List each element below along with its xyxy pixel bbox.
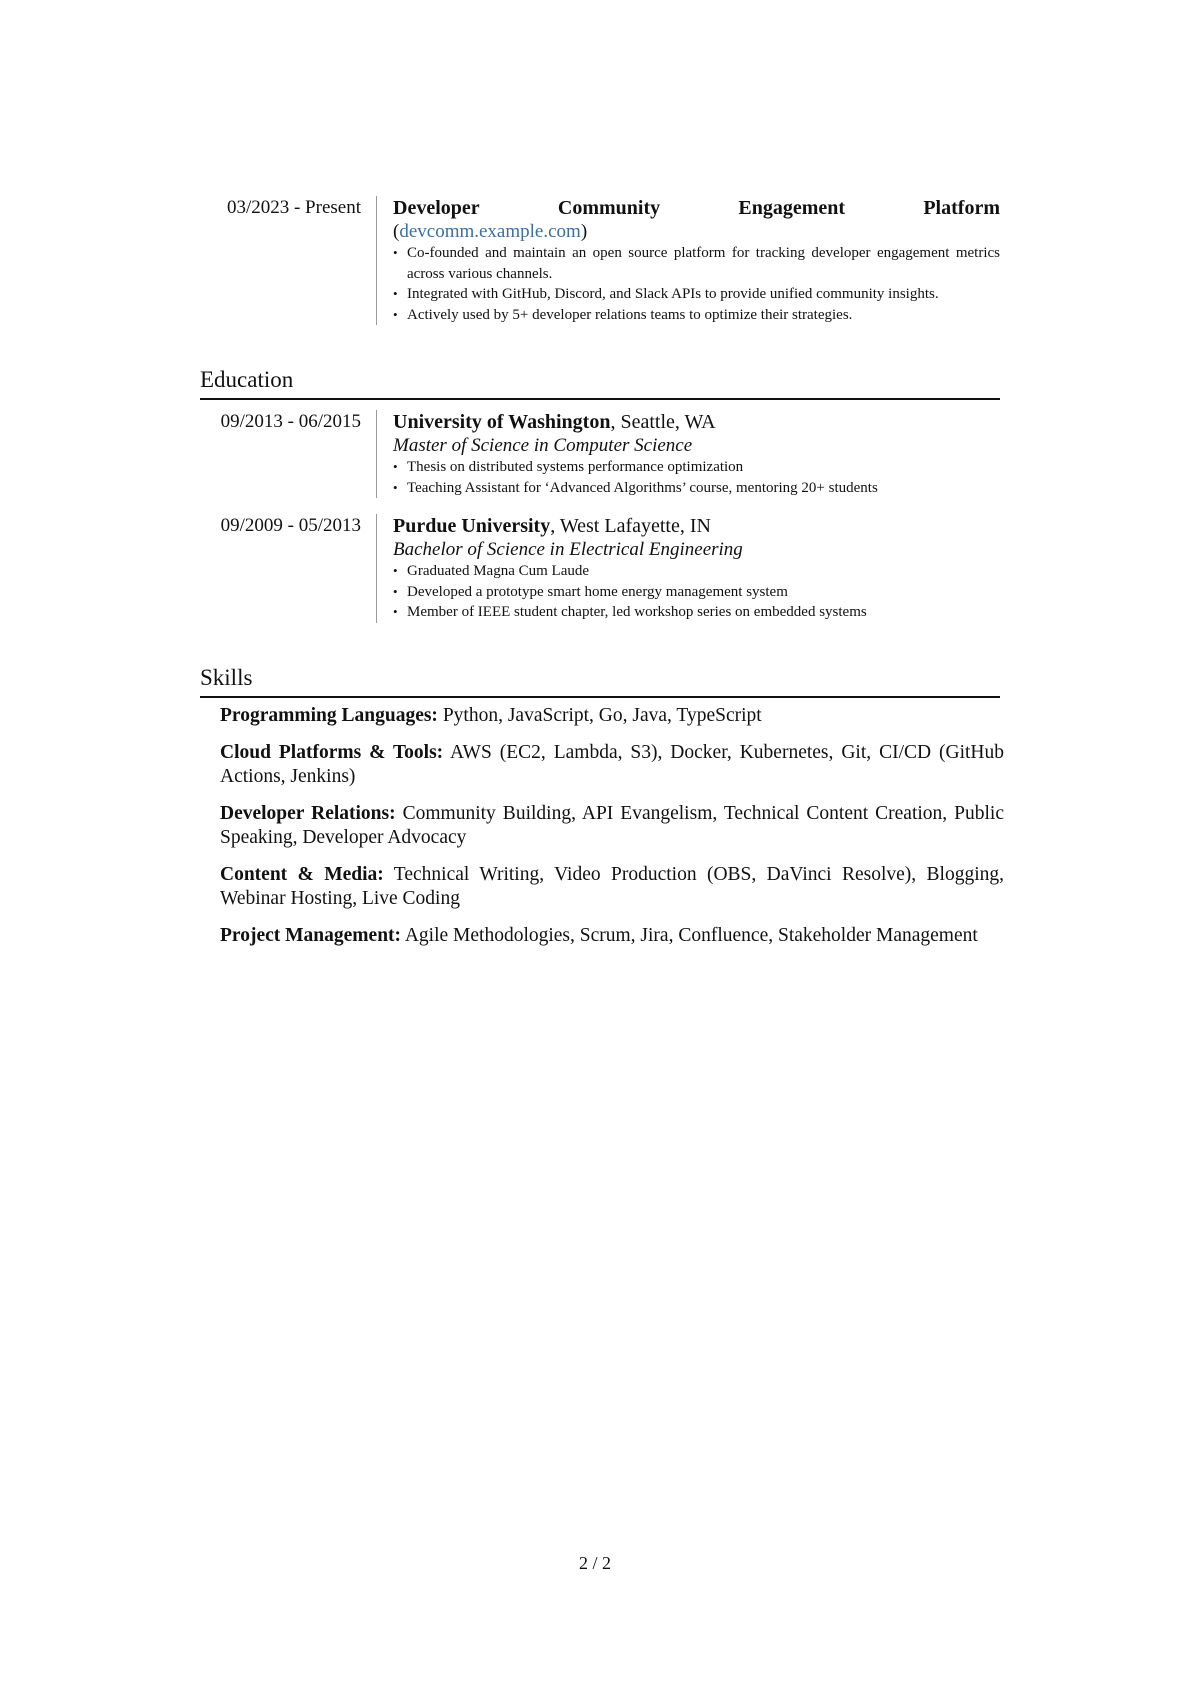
- skill-item: [220, 741, 1004, 789]
- skill-label: Programming Languages:: [220, 705, 438, 726]
- list-item: • Graduated Magna Cum Laude: [393, 561, 1000, 582]
- project-entry: [200, 196, 1000, 325]
- skill-label: Project Management:: [220, 925, 402, 946]
- skill-item: [220, 704, 1004, 728]
- list-item: • Co-founded and maintain an open source platform for tracking developer engagement metrics across various channels.: [393, 243, 1000, 284]
- skill-value: Agile Methodologies, Scrum, Jira, Confluence, Stakeholder Management: [401, 925, 978, 946]
- school-line: [393, 410, 1000, 434]
- url-paren-close: ): [580, 221, 588, 242]
- list-item: • Developed a prototype smart home energy management system: [393, 582, 1000, 603]
- list-item: • Thesis on distributed systems performance optimization: [393, 457, 1000, 478]
- education-bullets: [393, 561, 1000, 623]
- education-date: 09/2013 - 06/2015: [220, 411, 361, 432]
- list-item: • Actively used by 5+ developer relations teams to optimize their strategies.: [393, 305, 1000, 326]
- school-location: , West Lafayette, IN: [550, 515, 711, 537]
- education-heading: Education: [200, 366, 1000, 400]
- skill-value: Python, JavaScript, Go, Java, TypeScript: [437, 705, 762, 726]
- skill-value: Community Building, API Evangelism, Technical Content Creation, Public Speaking, Developer Advocacy: [220, 803, 1005, 848]
- skill-value: AWS (EC2, Lambda, S3), Docker, Kubernetes, Git, CI/CD (GitHub Actions, Jenkins): [220, 742, 1005, 787]
- skills-heading: Skills: [200, 664, 1000, 698]
- school-location: , Seattle, WA: [610, 411, 716, 433]
- education-bullets: [393, 457, 1000, 498]
- project-url-link[interactable]: devcomm.example.com: [399, 221, 581, 242]
- project-date: 03/2023 - Present: [226, 197, 361, 218]
- project-title-word: Developer: [393, 197, 480, 219]
- project-title-word: Engagement: [738, 197, 846, 219]
- school-name: Purdue University: [393, 515, 551, 537]
- list-item: • Teaching Assistant for ‘Advanced Algorithms’ course, mentoring 20+ students: [393, 478, 1000, 499]
- education-content: [376, 410, 1000, 498]
- list-item: • Member of IEEE student chapter, led workshop series on embedded systems: [393, 602, 1000, 623]
- skill-value: Technical Writing, Video Production (OBS, DaVinci Resolve), Blogging, Webinar Hosting, Live Coding: [220, 864, 1004, 909]
- page-number: 2 / 2: [578, 1553, 611, 1573]
- skill-item: [220, 802, 1004, 850]
- school-line: [393, 514, 1000, 538]
- skills-list: [220, 704, 1004, 961]
- education-entry: [200, 514, 1000, 623]
- project-bullets: [393, 243, 1000, 325]
- skill-item: [220, 863, 1004, 911]
- project-title-word: Platform: [923, 197, 1000, 219]
- skill-label: Developer Relations:: [220, 803, 396, 824]
- skill-item: [220, 924, 1004, 948]
- skill-label: Cloud Platforms & Tools:: [220, 742, 444, 763]
- project-url-line: [393, 220, 1000, 243]
- degree: Master of Science in Computer Science: [393, 435, 693, 456]
- project-title: [393, 196, 1000, 220]
- project-title-word: Community: [557, 197, 661, 219]
- education-date: 09/2009 - 05/2013: [220, 515, 361, 536]
- project-content: [376, 196, 1000, 325]
- school-name: University of Washington: [393, 411, 611, 433]
- education-entry: [200, 410, 1000, 498]
- degree: Bachelor of Science in Electrical Engineering: [393, 539, 743, 560]
- education-content: [376, 514, 1000, 623]
- url-paren-open: (: [393, 221, 400, 242]
- skill-label: Content & Media:: [220, 864, 384, 885]
- list-item: • Integrated with GitHub, Discord, and Slack APIs to provide unified community insights.: [393, 284, 1000, 305]
